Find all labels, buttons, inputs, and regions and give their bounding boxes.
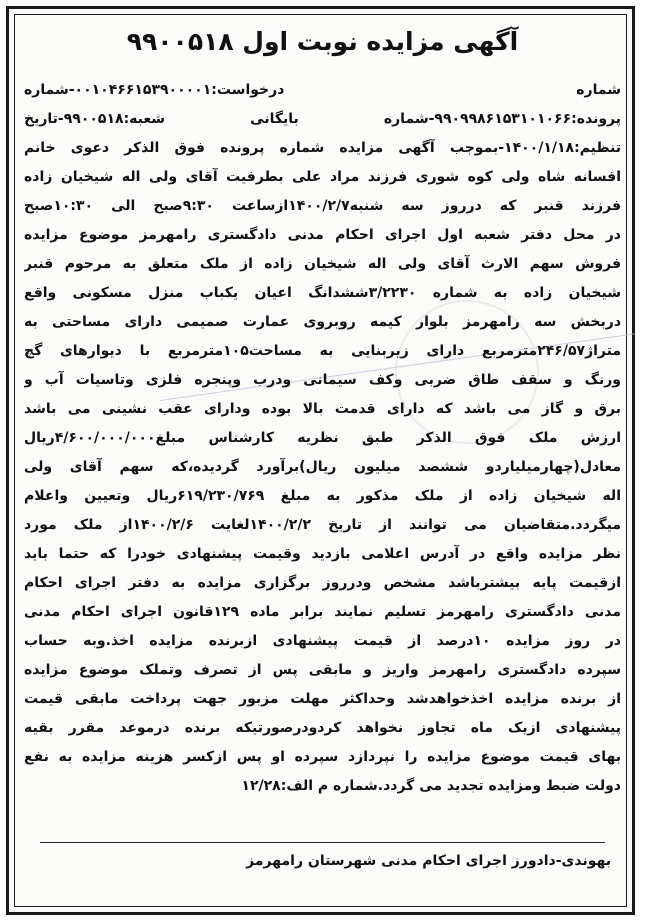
notice-line: در روز مزایده ۱۰درصد از قیمت پیشنهادی ازبرنده مزایده اخذ.وبه حساب: [24, 633, 621, 649]
notice-line: تنظیم:۱۴۰۰/۱/۱۸-بموجب آگهی مزایده شماره پرونده فوق الذکر دعوی خانم: [24, 140, 621, 156]
notice-line: مدنی دادگستری رامهرمز تسلیم نمایند برابر ماده ۱۲۹قانون اجرای احکام مدنی: [24, 604, 621, 620]
notice-line: از برنده مزایده اخذخواهدشد وحداکثر مهلت مزبور جهت پرداخت مابقی قیمت: [24, 691, 621, 707]
notice-line: دولت ضبط ومزایده تجدید می گردد.شماره م الف:۱۲/۲۸: [241, 778, 621, 794]
notice-line: برق و گاز می باشد که دارای قدمت بالا بوده ودارای عقب نشینی می باشد: [24, 401, 621, 417]
notice-line: سپرده دادگستری رامهرمز واریز و مابقی پس از تصرف وتملک موضوع مزایده: [24, 662, 621, 678]
notice-line: فروش سهم الارث آقای ولی اله شیخیان زاده از ملک متعلق به مرحوم قنبر: [24, 256, 621, 272]
notice-line: میگردد.متقاضیان می توانند از تاریخ ۱۴۰۰/۲/۲لغایت ۱۴۰۰/۲/۶از ملک مورد: [24, 517, 621, 533]
notice-line: افسانه شاه ولی کوه شوری فرزند مراد علی بطرفیت آقای ولی اله شیخیان زاده: [24, 169, 621, 185]
notice-line: در محل دفتر شعبه اول اجرای احکام مدنی دادگستری رامهرمز موضوع مزایده: [24, 227, 621, 243]
notice-line: ارزش ملک فوق الذکر طبق نظریه کارشناس مبلغ۴/۶۰۰/۰۰۰/۰۰۰ریال: [24, 430, 621, 446]
notice-signature: بهوندی-دادورز اجرای احکام مدنی شهرستان رامهرمز: [246, 853, 611, 869]
notice-line: پرونده:۹۹۰۹۹۸۶۱۵۳۱۰۱۰۶۶-شماره بایگانی شعبه:۹۹۰۰۵۱۸-تاریخ: [24, 111, 621, 127]
notice-line: ورنگ و سقف طاق ضربی وکف سیمانی ودرب وپنجره فلزی وتاسیات آب و: [24, 372, 621, 388]
notice-body: [24, 76, 621, 801]
notice-line: فرزند قنبر که درروز سه شنبه۱۴۰۰/۲/۷ازساعت ۹:۳۰صبح الی ۱۰:۳۰صبح: [24, 198, 621, 214]
notice-line: شیخیان زاده به شماره ۳/۲۲۳۰ششدانگ اعیان یکباب منزل مسکونی واقع: [24, 285, 621, 301]
notice-line: متراژ۲۴۶/۵۷مترمربع دارای زیربنایی به مساحت۱۰۵مترمربع با دیوارهای گچ: [24, 343, 621, 359]
notice-line: نظر مزایده واقع در آدرس اعلامی بازدید وقیمت پیشنهادی خودرا که حتما باید: [24, 546, 621, 562]
notice-line: معادل(چهارمیلیاردو ششصد میلیون ریال)برآورد گردیده،که سهم آقای ولی: [24, 459, 621, 475]
notice-line: شماره درخواست:۰۰۱۰۴۶۶۱۵۳۹۰۰۰۰۱-شماره: [24, 82, 621, 98]
signature-divider: [40, 842, 605, 843]
notice-line: بهای قیمت موضوع مزایده را نپردازد سپرده او پس ازکسر هزینه مزایده به نفع: [24, 749, 621, 765]
notice-line: دربخش سه رامهرمز بلوار کیمه روبروی عمارت صمیمی دارای مساحتی به: [24, 314, 621, 330]
notice-title: آگهی مزایده نوبت اول ۹۹۰۰۵۱۸: [126, 27, 519, 56]
notice-line: ازقیمت پایه بیشترباشد مشخص ودرروز برگزاری مزایده به دفتر اجرای احکام: [24, 575, 621, 591]
notice-line: پیشنهادی ازیک ماه تجاوز نخواهد کردودرصورتیکه برنده درموعد مقرر بقیه: [24, 720, 621, 736]
notice-line: اله شیخیان زاده از ملک مذکور به مبلغ ۶۱۹/۲۳۰/۷۶۹ریال وتعیین واعلام: [24, 488, 621, 504]
